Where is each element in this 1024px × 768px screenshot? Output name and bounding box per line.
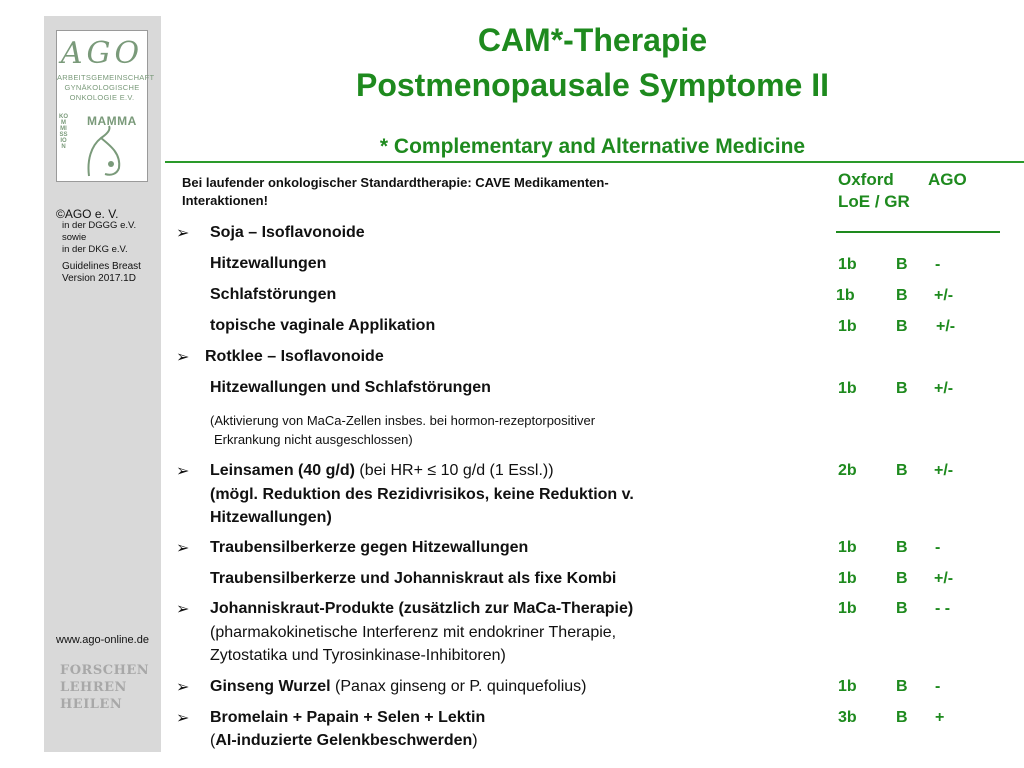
johannis-line-3: Zytostatika und Tyrosinkinase-Inhibitoren) [210, 647, 506, 664]
ago-logo [56, 30, 155, 118]
johannis-line-2: (pharmakokinetische Interferenz mit endokriner Therapie, [210, 624, 617, 641]
rotklee-loe: 1b [838, 380, 857, 397]
soja-topisch-ago: +/- [936, 318, 956, 335]
ago-logo-subtitle [57, 73, 155, 103]
item-leinsamen [210, 462, 554, 480]
sidebar [44, 16, 161, 752]
bromelain-gr: B [896, 709, 908, 726]
trauben2-ago: +/- [934, 570, 954, 587]
bromelain-paren-close: ) [472, 732, 478, 749]
mamma-kommission-logo [56, 110, 148, 182]
cave-note [182, 174, 762, 210]
website-link[interactable]: www.ago-online.de [56, 634, 149, 646]
ago-logo-word: AGO [60, 36, 144, 71]
title-divider [165, 161, 1024, 163]
bullet-arrow-icon: ➢ [176, 679, 190, 696]
page-title-line-1: CAM*-Therapie [477, 22, 708, 58]
bullet-arrow-icon: ➢ [176, 463, 190, 480]
item-ginseng [210, 678, 586, 696]
ginseng-loe: 1b [838, 678, 857, 695]
bromelain-line-2 [210, 732, 478, 750]
johannis-loe: 1b [838, 600, 857, 617]
page-subtitle: * Complementary and Alternative Medicine [379, 135, 806, 158]
item-trauben-1: Traubensilberkerze gegen Hitzewallungen [210, 539, 529, 556]
bullet-arrow-icon: ➢ [176, 601, 190, 618]
rotklee-note-line-1: (Aktivierung von MaCa-Zellen insbes. bei hormon-rezeptorpositiver [210, 413, 596, 428]
bullet-arrow-icon: ➢ [176, 349, 190, 366]
soja-schlaf-ago: +/- [934, 287, 954, 304]
johannis-gr: B [896, 600, 908, 617]
item-rotklee: Rotklee – Isoflavonoide [205, 348, 384, 365]
ginseng-ago: - [935, 678, 941, 695]
leinsamen-bold: Leinsamen (40 g/d) [210, 462, 355, 479]
guidelines-block [56, 261, 141, 285]
dggg-text: in der DGGG e.V. [62, 220, 137, 231]
leinsamen-line-2: (mögl. Reduktion des Rezidivrisikos, keine Reduktion v. [210, 486, 634, 503]
trauben2-loe: 1b [838, 570, 857, 587]
soja-hitze-ago: - [935, 256, 941, 273]
item-bromelain: Bromelain + Papain + Selen + Lektin [210, 709, 486, 726]
heilen-text: HEILEN [60, 697, 123, 712]
rotklee-note-line-2: Erkrankung nicht ausgeschlossen) [214, 432, 413, 447]
soja-hitze-gr: B [896, 256, 908, 273]
forschen-text: FORSCHEN [60, 663, 150, 678]
ginseng-bold: Ginseng Wurzel [210, 678, 331, 695]
ginseng-latin: (Panax ginseng or P. quinquefolius) [330, 678, 587, 695]
rotklee-gr: B [896, 380, 908, 397]
trauben1-loe: 1b [838, 539, 857, 556]
ago-sub-line-2: GYNÄKOLOGISCHE [64, 83, 140, 92]
forschen-lehren-heilen [60, 662, 149, 713]
item-soja-schlaf: Schlafstörungen [210, 286, 337, 303]
bromelain-paren-open: ( [210, 732, 216, 749]
item-soja: Soja – Isoflavonoide [210, 224, 365, 241]
cave-note-line-2: Interaktionen! [182, 193, 268, 208]
leinsamen-ago: +/- [934, 462, 954, 479]
soja-hitze-loe: 1b [838, 256, 857, 273]
version-text: Version 2017.1D [62, 273, 136, 284]
soja-schlaf-gr: B [896, 287, 908, 304]
dkg-text: in der DKG e.V. [62, 244, 128, 255]
bullet-arrow-icon: ➢ [176, 540, 190, 557]
trauben1-ago: - [935, 539, 941, 556]
soja-topisch-gr: B [896, 318, 908, 335]
leinsamen-line-3: Hitzewallungen) [210, 509, 332, 526]
bullet-arrow-icon: ➢ [176, 225, 190, 242]
item-johanniskraut: Johanniskraut-Produkte (zusätzlich zur MaCa-Therapie) [210, 600, 634, 617]
mamma-label: MAMMA [87, 114, 137, 128]
leinsamen-dose: (bei HR+ ≤ 10 g/d (1 Essl.)) [354, 462, 554, 479]
bromelain-ago: + [935, 709, 945, 726]
lehren-text: LEHREN [60, 680, 127, 695]
leinsamen-loe: 2b [838, 462, 857, 479]
johannis-ago: - - [935, 600, 951, 617]
kommission-vertical-text: KOMMISSION [59, 114, 68, 150]
col-header-loe-gr: LoE / GR [838, 192, 910, 211]
item-trauben-2: Traubensilberkerze und Johanniskraut als fixe Kombi [210, 570, 617, 587]
ago-sub-line-1: ARBEITSGEMEINSCHAFT [57, 73, 155, 82]
leinsamen-gr: B [896, 462, 908, 479]
cave-note-line-1: Bei laufender onkologischer Standardtherapie: CAVE Medikamenten- [182, 175, 609, 190]
soja-schlaf-loe: 1b [836, 287, 855, 304]
bullet-arrow-icon: ➢ [176, 710, 190, 727]
copyright-text: ©AGO e. V. [56, 207, 119, 221]
bromelain-indication: AI-induzierte Gelenkbeschwerden [215, 732, 473, 749]
soja-topisch-loe: 1b [838, 318, 857, 335]
mamma-figure-icon [71, 124, 141, 178]
copyright-block [56, 208, 136, 256]
item-soja-hitze: Hitzewallungen [210, 255, 327, 272]
ginseng-gr: B [896, 678, 908, 695]
page-title-line-2: Postmenopausale Symptome II [355, 67, 829, 103]
bromelain-loe: 3b [838, 709, 857, 726]
item-soja-topisch: topische vaginale Applikation [210, 317, 436, 334]
trauben2-gr: B [896, 570, 908, 587]
trauben1-gr: B [896, 539, 908, 556]
guidelines-text: Guidelines Breast [62, 261, 141, 272]
col-header-oxford: Oxford [838, 170, 894, 189]
item-rotklee-hitze: Hitzewallungen und Schlafstörungen [210, 379, 491, 396]
rotklee-ago: +/- [934, 380, 954, 397]
ago-sub-line-3: ONKOLOGIE E.V. [69, 93, 135, 102]
sowie-text: sowie [62, 232, 87, 243]
column-header-underline [836, 231, 1000, 233]
col-header-ago: AGO [928, 170, 967, 189]
